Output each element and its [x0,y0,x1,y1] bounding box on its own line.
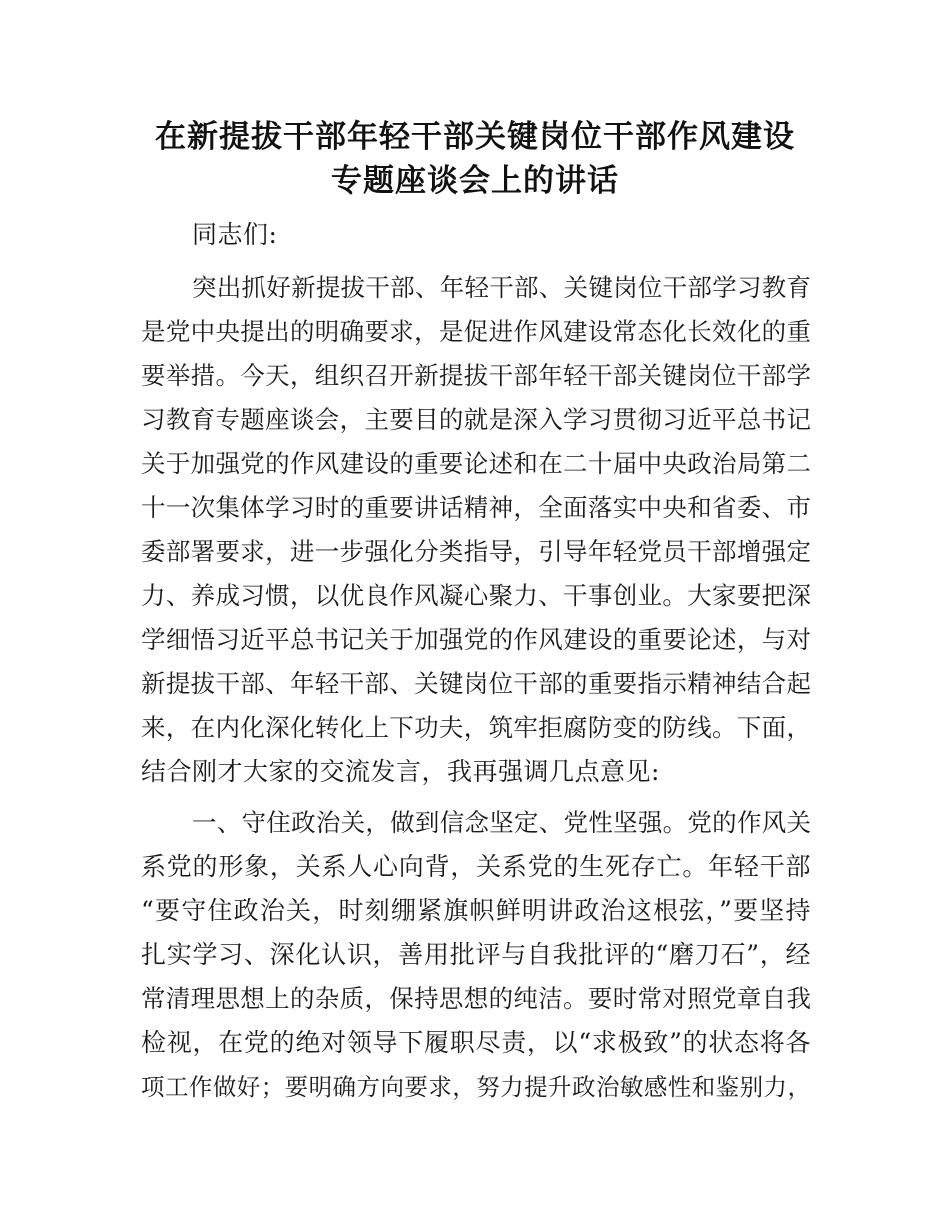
paragraph-line: 检视，在党的绝对领导下履职尽责，以“求极致”的状态将各 [141,1028,811,1057]
paragraph-line: 来，在内化深化转化上下功夫，筑牢拒腐防变的防线。下面， [141,713,811,742]
paragraph-line: 扎实学习、深化认识，善用批评与自我批评的“磨刀石”，经 [141,940,811,969]
paragraph-line: 是党中央提出的明确要求，是促进作风建设常态化长效化的重 [141,317,811,346]
paragraph-line: 项工作做好；要明确方向要求，努力提升政治敏感性和鉴别力， [141,1073,811,1101]
paragraph-line: 结合刚才大家的交流发言，我再强调几点意见: [141,757,660,786]
paragraph-line: 习教育专题座谈会，主要目的就是深入学习贯彻习近平总书记 [141,405,811,434]
paragraph-line: 系党的形象，关系人心向背，关系党的生死存亡。年轻干部 [141,852,811,881]
paragraph-line: 关于加强党的作风建设的重要论述和在二十届中央政治局第二 [141,449,811,478]
document-title-line-1: 在新提拔干部年轻干部关键岗位干部作风建设 [155,119,795,155]
paragraph-line: 十一次集体学习时的重要讲话精神，全面落实中央和省委、市 [141,493,811,522]
paragraph-line: “要守住政治关，时刻绷紧旗帜鲜明讲政治这根弦，”要坚持 [141,896,811,925]
paragraph-line: 要举措。今天，组织召开新提拔干部年轻干部关键岗位干部学 [141,361,811,390]
paragraph-line: 常清理思想上的杂质，保持思想的纯洁。要时常对照党章自我 [141,984,811,1013]
salutation: 同志们: [192,220,278,249]
paragraph-line: 学细悟习近平总书记关于加强党的作风建设的重要论述，与对 [141,625,811,654]
document-title-line-2: 专题座谈会上的讲话 [331,163,619,199]
paragraph-line: 突出抓好新提拔干部、年轻干部、关键岗位干部学习教育 [192,273,811,302]
paragraph-line: 力、养成习惯，以优良作风凝心聚力、干事创业。大家要把深 [141,581,811,610]
paragraph-line: 委部署要求，进一步强化分类指导，引导年轻党员干部增强定 [141,537,811,566]
paragraph-line: 一、守住政治关，做到信念坚定、党性坚强。党的作风关 [192,808,811,837]
paragraph-line: 新提拔干部、年轻干部、关键岗位干部的重要指示精神结合起 [141,669,811,698]
